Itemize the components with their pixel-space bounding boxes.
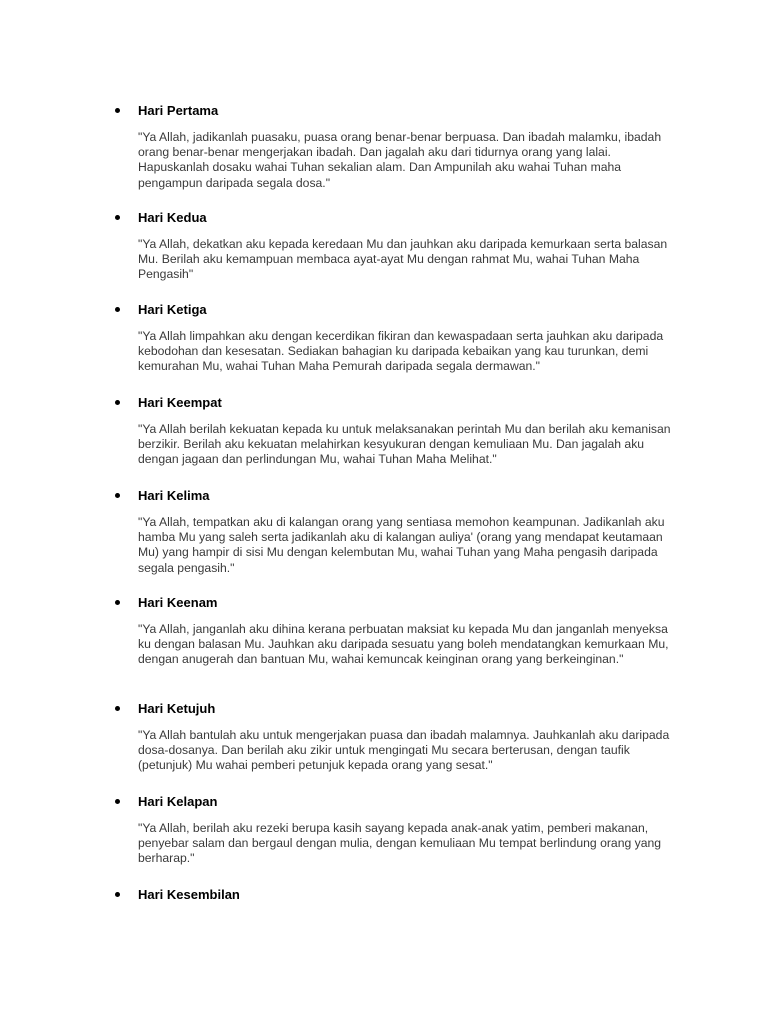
day-entry-6 <box>0 593 768 667</box>
day-heading <box>0 885 768 905</box>
bullet-icon <box>115 600 120 605</box>
bullet-icon <box>115 307 120 312</box>
bullet-icon <box>115 400 120 405</box>
day-title: Hari Kedua <box>138 210 207 225</box>
day-heading <box>0 300 768 320</box>
day-heading <box>0 393 768 413</box>
bullet-icon <box>115 892 120 897</box>
prayer-text: "Ya Allah, janganlah aku dihina kerana perbuatan maksiat ku kepada Mu dan janganlah menyeksa ku dengan balasan Mu. Jauhkan aku daripada sesuatu yang boleh mendatangkan kemurkaan Mu, dengan anugerah dan bantuan Mu, wahai kemuncak keinginan orang yang berkeinginan." <box>138 622 669 667</box>
bullet-icon <box>115 493 120 498</box>
day-title: Hari Kesembilan <box>138 887 240 902</box>
prayer-text: "Ya Allah limpahkan aku dengan kecerdikan fikiran dan kewaspadaan serta jauhkan aku daripada kebodohan dan kesesatan. Sediakan bahagian ku daripada kebaikan yang kau turunkan, demi kemurahan Mu, wahai Tuhan Maha Pemurah daripada segala dermawan." <box>138 329 664 374</box>
prayer-text: "Ya Allah berilah kekuatan kepada ku untuk melaksanakan perintah Mu dan berilah aku kemanisan berzikir. Berilah aku kekuatan melahirkan kesyukuran dengan kemuliaan Mu. Dan jagalah aku dengan jagaan dan perlindungan Mu, wahai Tuhan Maha Melihat." <box>138 422 671 467</box>
prayer-text: "Ya Allah bantulah aku untuk mengerjakan puasa dan ibadah malamnya. Jauhkanlah aku daripada dosa-dosanya. Dan berilah aku zikir untuk mengingati Mu secara berterusan, dengan taufik (petunjuk) Mu wahai pemberi petunjuk kepada orang yang sesat." <box>138 728 670 773</box>
day-entry-3 <box>0 300 768 374</box>
prayer-text: "Ya Allah, berilah aku rezeki berupa kasih sayang kepada anak-anak yatim, pemberi makanan, penyebar salam dan bergaul dengan mulia, dengan kemuliaan Mu tempat berlindung orang yang berharap." <box>138 821 662 866</box>
bullet-icon <box>115 799 120 804</box>
day-title: Hari Kelapan <box>138 794 218 809</box>
day-title: Hari Kelima <box>138 488 210 503</box>
prayer-text: "Ya Allah, tempatkan aku di kalangan orang yang sentiasa memohon keampunan. Jadikanlah aku hamba Mu yang saleh serta jadikanlah aku di kalangan auliya' (orang yang mendapat keutamaan Mu) yang hampir di sisi Mu dengan kelembutan Mu, wahai Tuhan yang Maha pengasih daripada segala pengasih." <box>138 515 665 575</box>
bullet-icon <box>115 215 120 220</box>
day-heading <box>0 101 768 121</box>
bullet-icon <box>115 706 120 711</box>
day-heading <box>0 208 768 228</box>
day-heading <box>0 699 768 719</box>
day-entry-7 <box>0 699 768 773</box>
day-title: Hari Ketujuh <box>138 701 216 716</box>
day-entry-5 <box>0 486 768 575</box>
day-heading <box>0 792 768 812</box>
day-title: Hari Pertama <box>138 103 219 118</box>
day-entry-9 <box>0 885 768 905</box>
bullet-icon <box>115 108 120 113</box>
day-entry-4 <box>0 393 768 467</box>
prayer-text: "Ya Allah, dekatkan aku kepada keredaan Mu dan jauhkan aku daripada kemurkaan serta balasan Mu. Berilah aku kemampuan membaca ayat-ayat Mu dengan rahmat Mu, wahai Tuhan Maha Pengasih" <box>138 237 668 282</box>
day-heading <box>0 486 768 506</box>
prayer-text: "Ya Allah, jadikanlah puasaku, puasa orang benar-benar berpuasa. Dan ibadah malamku, ibadah orang benar-benar mengerjakan ibadah. Dan jagalah aku dari tidurnya orang yang lalai. Hapuskanlah dosaku wahai Tuhan sekalian alam. Dan Ampunilah aku wahai Tuhan maha pengampun daripada segala dosa." <box>138 130 662 190</box>
day-entry-2 <box>0 208 768 282</box>
day-title: Hari Ketiga <box>138 302 207 317</box>
day-entry-8 <box>0 792 768 866</box>
day-entry-1 <box>0 101 768 190</box>
day-title: Hari Keempat <box>138 395 222 410</box>
day-title: Hari Keenam <box>138 595 218 610</box>
day-heading <box>0 593 768 613</box>
